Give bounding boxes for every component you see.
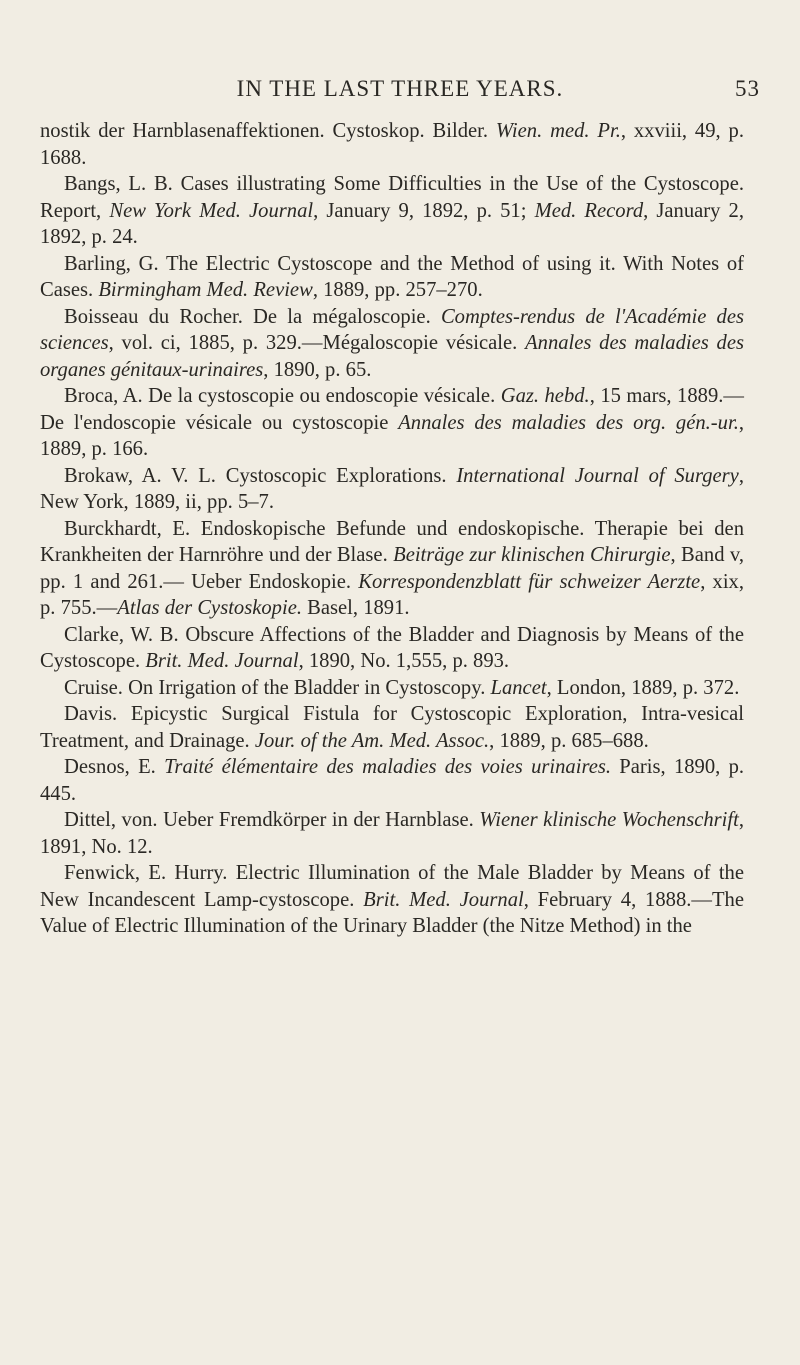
entry-text: , 1890, No. 1,555, p. 893. bbox=[298, 650, 510, 672]
citation-title-italic: Annales des maladies des organes génitaux-urinaires bbox=[40, 332, 744, 381]
entry-text: Barling, G. The Electric Cystoscope and the Method of using it. With Notes of Cases. bbox=[40, 252, 744, 301]
entry-text: Basel, 1891. bbox=[302, 597, 410, 619]
citation-title-italic: Med. Record bbox=[534, 199, 644, 222]
citation-title-italic: Traité élémentaire des maladies des voies urinaires. bbox=[164, 756, 612, 778]
entry-text: , London, 1889, p. 372. bbox=[546, 676, 740, 699]
citation-title-italic: Birmingham Med. Review bbox=[98, 279, 313, 301]
entry-text: Brokaw, A. V. L. Cystoscopic Explorations. bbox=[64, 464, 457, 487]
entry-text: , 1889, p. 166. bbox=[40, 411, 744, 460]
entry-text: nostik der Harnblasenaffektionen. Cystoskop. Bilder. bbox=[40, 120, 496, 142]
bibliography-entry bbox=[40, 516, 744, 622]
page-number: 53 bbox=[735, 76, 760, 101]
citation-title-italic: Jour. of the Am. Med. Assoc. bbox=[254, 729, 490, 752]
bibliography-entry bbox=[40, 807, 744, 860]
citation-title-italic: Atlas der Cystoskopie. bbox=[117, 597, 302, 619]
entry-text: , 1890, p. 65. bbox=[263, 358, 372, 381]
entry-text: Dittel, von. Ueber Fremdkörper in der Harnblase. bbox=[64, 809, 480, 831]
citation-title-italic: Wiener klinische Wochenschrift bbox=[479, 809, 739, 831]
entry-text: , vol. ci, 1885, p. 329.—Mégaloscopie vésicale. bbox=[108, 332, 526, 354]
bibliography-entry bbox=[40, 675, 744, 702]
entry-text: , xix, p. 755.— bbox=[40, 570, 744, 619]
entry-text: , January 2, 1892, p. 24. bbox=[40, 199, 744, 248]
bibliography-entry bbox=[40, 304, 744, 384]
entry-text: Burckhardt, E. Endoskopische Befunde und endoskopische. Therapie bei den Krankheiten der Harnröhre und der Blase. bbox=[40, 517, 744, 566]
citation-title-italic: Wien. med. Pr. bbox=[495, 120, 621, 142]
bibliography-entry bbox=[40, 701, 744, 754]
entry-text: , New York, 1889, ii, pp. 5–7. bbox=[40, 464, 744, 513]
entry-text: Davis. Epicystic Surgical Fistula for Cystoscopic Exploration, Intra-vesical Treatment, and Drainage. bbox=[40, 703, 744, 752]
entry-text: Fenwick, E. Hurry. Electric Illumination of the Male Bladder by Means of the New Incandescent Lamp-cystoscope. bbox=[40, 862, 744, 911]
entry-text: , 1889, pp. 257–270. bbox=[312, 279, 483, 301]
entry-text: , January 9, 1892, p. 51; bbox=[313, 199, 535, 222]
entry-text: , February 4, 1888.—The Value of Electric Illumination of the Urinary Bladder (the Nitze Method) in the bbox=[40, 888, 744, 937]
citation-title-italic: Brit. Med. Journal bbox=[363, 888, 524, 911]
entry-text: , Band v, pp. 1 and 261.— Ueber Endoskopie. bbox=[40, 544, 744, 593]
bibliography-entry bbox=[40, 171, 744, 251]
bibliography-entry bbox=[40, 383, 744, 463]
bibliography-entry bbox=[40, 251, 744, 304]
citation-title-italic: Comptes-rendus de l'Académie des sciences bbox=[40, 305, 744, 354]
bibliography-entry bbox=[40, 860, 744, 940]
entry-text: Broca, A. De la cystoscopie ou endoscopie vésicale. bbox=[64, 385, 501, 407]
entry-text: , 1891, No. 12. bbox=[40, 809, 745, 858]
entry-text: , xxviii, 49, p. 1688. bbox=[40, 120, 744, 169]
entry-text: Desnos, E. bbox=[64, 756, 165, 778]
entry-text: Boisseau du Rocher. De la mégaloscopie. bbox=[64, 305, 441, 328]
entry-text: Bangs, L. B. Cases illustrating Some Difficulties in the Use of the Cystoscope. Report, bbox=[40, 173, 744, 222]
citation-title-italic: Korrespondenzblatt für schweizer Aerzte bbox=[358, 570, 701, 593]
running-title: IN THE LAST THREE YEARS. bbox=[236, 76, 564, 101]
bibliography-entry bbox=[40, 118, 744, 171]
entry-text: Paris, 1890, p. 445. bbox=[40, 756, 745, 805]
bibliography-entry bbox=[40, 754, 744, 807]
bibliography-list bbox=[40, 118, 744, 940]
citation-title-italic: Brit. Med. Journal bbox=[145, 650, 299, 672]
entry-text: Cruise. On Irrigation of the Bladder in Cystoscopy. bbox=[64, 676, 491, 699]
entry-text: Clarke, W. B. Obscure Affections of the Bladder and Diagnosis by Means of the Cystoscope. bbox=[40, 623, 744, 672]
citation-title-italic: Annales des maladies des org. gén.-ur. bbox=[398, 411, 739, 434]
citation-title-italic: Gaz. hebd. bbox=[500, 385, 590, 407]
citation-title-italic: Lancet bbox=[490, 676, 547, 699]
entry-text: , 15 mars, 1889.—De l'endoscopie vésicale ou cystoscopie bbox=[40, 385, 744, 434]
running-head bbox=[40, 76, 760, 106]
citation-title-italic: New York Med. Journal bbox=[109, 199, 314, 222]
citation-title-italic: International Journal of Surgery bbox=[456, 464, 739, 487]
entry-text: , 1889, p. 685–688. bbox=[489, 729, 649, 752]
bibliography-entry bbox=[40, 622, 744, 675]
citation-title-italic: Beiträge zur klinischen Chirurgie bbox=[393, 544, 671, 566]
bibliography-entry bbox=[40, 463, 744, 516]
